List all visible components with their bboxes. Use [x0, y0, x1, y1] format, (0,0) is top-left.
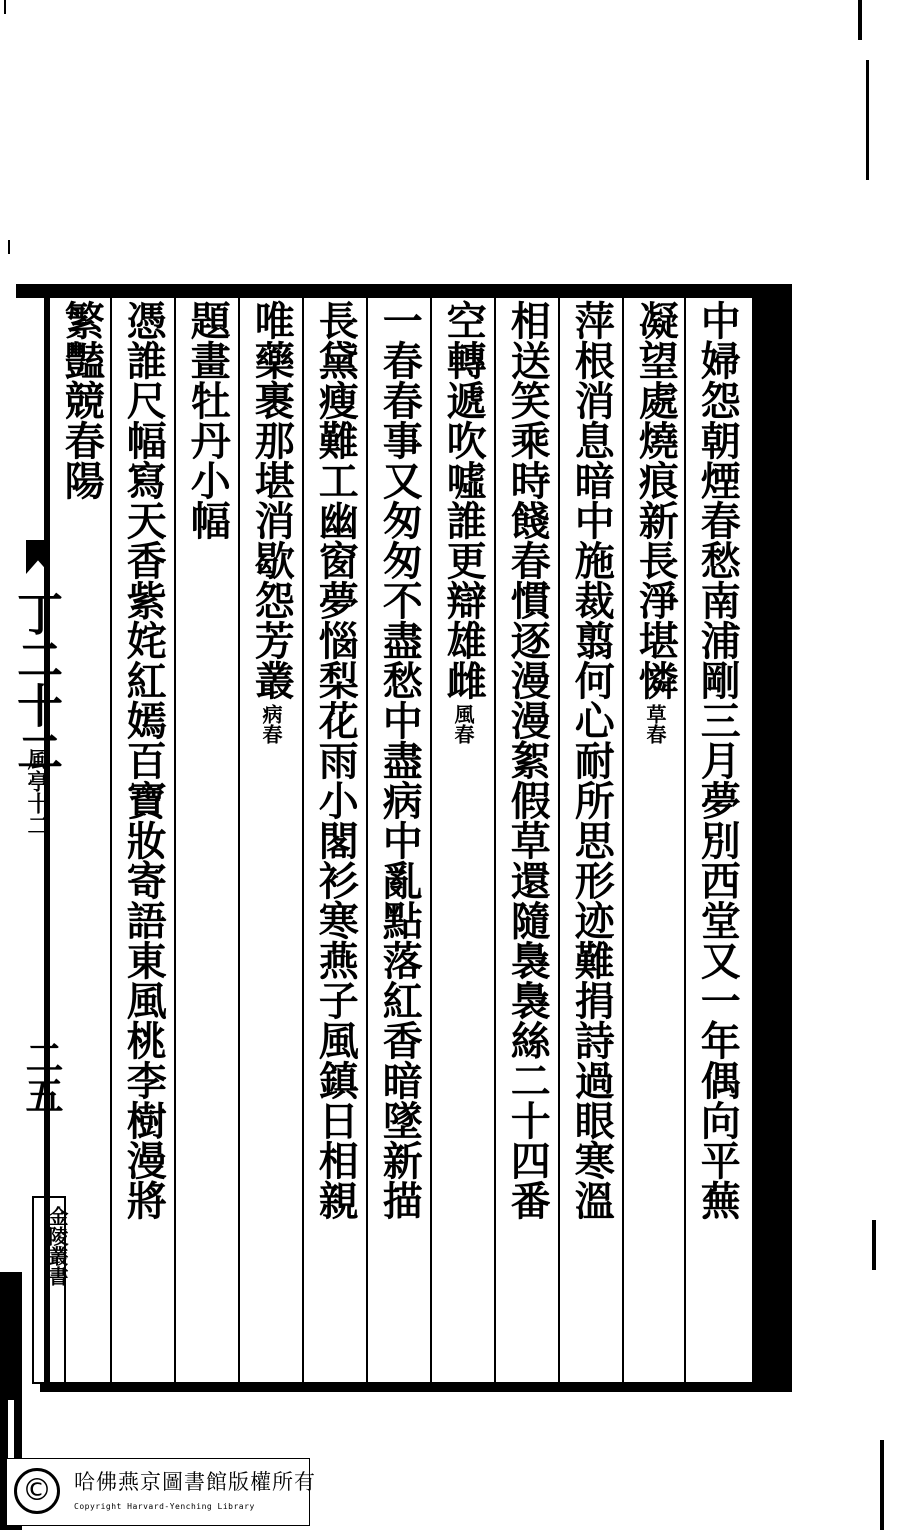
- column-text: 長黛瘦難工幽窗夢惱梨花雨小閣衫寒燕子風鎮日相親: [312, 300, 360, 1220]
- scan-speck: [858, 0, 862, 40]
- column-rule: [494, 298, 496, 1382]
- frame-bottom-border: [40, 1382, 792, 1392]
- column-rule: [684, 298, 686, 1382]
- column-text: 萍根消息暗中施裁翦何心耐所思形迹難捐詩過眼寒溫: [568, 300, 616, 1220]
- column-rule: [174, 298, 176, 1382]
- stamp-english-text: Copyright Harvard-Yenching Library: [74, 1502, 255, 1511]
- fishtail-mark: [26, 540, 50, 574]
- scan-edge-gap: [8, 1400, 14, 1460]
- text-column-6: [372, 300, 426, 1220]
- column-rule: [622, 298, 624, 1382]
- column-text: 空轉遞吹噓誰更辯雄雌: [440, 300, 488, 700]
- column-rule: [238, 298, 240, 1382]
- margin-book-title: 風亭十二: [24, 748, 50, 836]
- column-note: 風春: [451, 704, 475, 744]
- column-text: 中婦怨朝煙春愁南浦剛三月夢別西堂又一年偶向平蕪: [694, 300, 742, 1220]
- scan-speck: [872, 1220, 876, 1270]
- column-rule: [110, 298, 112, 1382]
- column-rule: [302, 298, 304, 1382]
- frame-right-inner: [744, 298, 752, 1382]
- column-text: 唯藥裹那堪消歇怨芳叢: [248, 300, 296, 700]
- text-column-3: [564, 300, 618, 1220]
- frame-top-border: [16, 284, 760, 298]
- stamp-chinese-text: 哈佛燕京圖書館版權所有: [74, 1470, 316, 1494]
- column-text: 繁豔競春陽: [58, 300, 106, 500]
- text-column-8: [244, 300, 298, 744]
- scan-speck: [880, 1440, 884, 1530]
- column-text: 憑誰尺幅寫天香紫姹紅嫣百寶妝寄語東風桃李樹漫將: [120, 300, 168, 1220]
- text-column-5: [436, 300, 490, 744]
- column-rule: [430, 298, 432, 1382]
- scan-speck: [866, 60, 869, 180]
- copyright-icon: ©: [14, 1468, 60, 1514]
- column-note: 病春: [259, 704, 283, 744]
- text-column-11: [54, 300, 108, 500]
- poem-title-column: [180, 300, 234, 540]
- text-column-7: [308, 300, 362, 1220]
- scan-speck: [4, 0, 6, 14]
- column-rule: [558, 298, 560, 1382]
- margin-volume-number: 丁二十二: [10, 590, 64, 774]
- text-column-10: [116, 300, 170, 1220]
- frame-right-border: [752, 284, 792, 1392]
- series-title: 金陵叢書: [45, 1206, 69, 1286]
- text-column-2: [628, 300, 682, 744]
- column-note: 草春: [643, 704, 667, 744]
- margin-page-number: 二五: [19, 1038, 64, 1114]
- column-text: 一春春事又匆匆不盡愁中盡病中亂點落紅香暗墜新描: [376, 300, 424, 1220]
- column-text: 凝望處燒痕新長淨堪憐: [632, 300, 680, 700]
- poem-title: 題畫牡丹小幅: [184, 300, 232, 540]
- column-text: 相送笑乘時餞春慣逐漫漫絮假草還隨裊裊絲二十四番: [504, 300, 552, 1220]
- text-column-4: [500, 300, 554, 1220]
- column-rule: [366, 298, 368, 1382]
- text-column-1: [690, 300, 744, 1220]
- scan-speck: [8, 240, 10, 254]
